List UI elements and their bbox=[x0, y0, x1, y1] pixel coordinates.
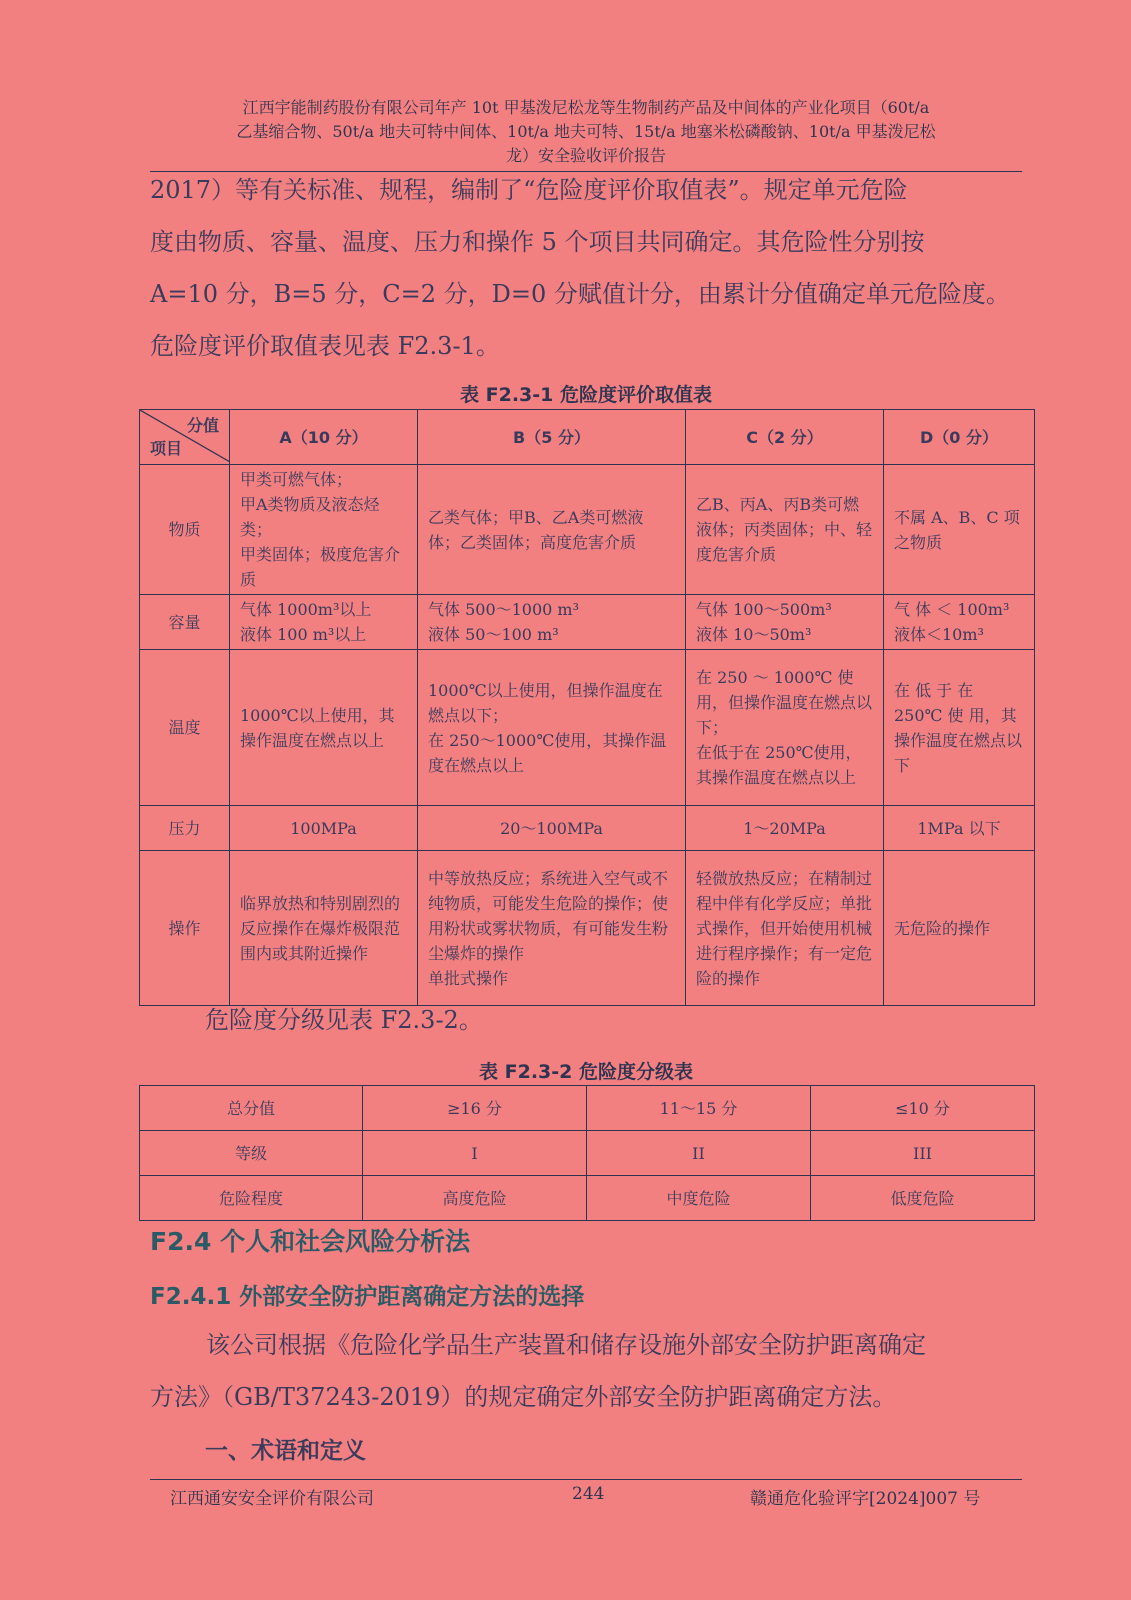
cell-b: 20～100MPa bbox=[418, 806, 686, 851]
section-heading-f2-4: F2.4 个人和社会风险分析法 bbox=[150, 1227, 471, 1256]
table-cell: 危险程度 bbox=[140, 1176, 363, 1221]
cell-c bbox=[686, 465, 884, 595]
intro-line-4: 危险度评价取值表见表 F2.3-1。 bbox=[150, 332, 500, 360]
subsection-heading: 一、术语和定义 bbox=[205, 1438, 366, 1464]
cell-a bbox=[230, 650, 418, 806]
table-row bbox=[140, 595, 1035, 650]
cell-c bbox=[686, 595, 884, 650]
cell-a: 100MPa bbox=[230, 806, 418, 851]
table2-intro: 危险度分级见表 F2.3-2。 bbox=[205, 1006, 483, 1034]
header-d: D（0 分） bbox=[884, 410, 1035, 465]
cell-d bbox=[884, 851, 1035, 1006]
row-label: 压力 bbox=[140, 806, 230, 851]
intro-line-3: A=10 分，B=5 分，C=2 分，D=0 分赋值计分，由累计分值确定单元危险度。 bbox=[150, 280, 1010, 308]
cell-line: 轻微放热反应；在精制过程中伴有化学反应；单批式操作，但开始使用机械进行程序操作；有一定危险的操作 bbox=[696, 868, 873, 988]
table-cell: 11～15 分 bbox=[587, 1086, 811, 1131]
cell-line: 液体 50～100 m³ bbox=[428, 625, 559, 644]
cell-c bbox=[686, 851, 884, 1006]
cell-line: 液体＜10m³ bbox=[894, 625, 984, 644]
table-cell: 中度危险 bbox=[587, 1176, 811, 1221]
corner-bottom-label: 项目 bbox=[150, 439, 183, 458]
section-heading-f2-4-1: F2.4.1 外部安全防护距离确定方法的选择 bbox=[150, 1284, 585, 1310]
cell-line: 1000℃以上使用，但操作温度在燃点以下； bbox=[428, 680, 663, 725]
report-header bbox=[150, 96, 1022, 168]
table-row bbox=[140, 806, 1035, 851]
table1-corner-cell bbox=[140, 410, 230, 465]
cell-line: 1000℃以上使用，其操作温度在燃点以上 bbox=[240, 705, 395, 750]
cell-d: 1MPa 以下 bbox=[884, 806, 1035, 851]
cell-d bbox=[884, 650, 1035, 806]
row-label: 物质 bbox=[140, 465, 230, 595]
row-label: 温度 bbox=[140, 650, 230, 806]
cell-line: 中等放热反应；系统进入空气或不纯物质，可能发生危险的操作；使用粉状或雾状物质，有可能发生粉尘爆炸的操作 bbox=[428, 868, 669, 963]
cell-line: 液体 10～50m³ bbox=[696, 625, 812, 644]
risk-value-table bbox=[139, 409, 1035, 1006]
footer-divider bbox=[150, 1479, 1022, 1480]
table-cell: II bbox=[587, 1131, 811, 1176]
header-line-2: 乙基缩合物、50t/a 地夫可特中间体、10t/a 地夫可特、15t/a 地塞米松磷酸钠、10t/a 甲基泼尼松 bbox=[236, 122, 936, 141]
cell-line: 甲类固体；极度危害介质 bbox=[240, 545, 401, 589]
table-row bbox=[140, 1131, 1035, 1176]
table-cell: I bbox=[363, 1131, 587, 1176]
table2-caption: 表 F2.3-2 危险度分级表 bbox=[479, 1061, 693, 1083]
section-paragraph bbox=[150, 1319, 1022, 1423]
table-row bbox=[140, 1176, 1035, 1221]
cell-line: 临界放热和特别剧烈的反应操作在爆炸极限范围内或其附近操作 bbox=[240, 893, 401, 963]
cell-line: 在低于在 250℃使用，其操作温度在燃点以上 bbox=[696, 743, 862, 787]
cell-line: 气 体 ＜ 100m³ bbox=[894, 600, 1010, 619]
table-row bbox=[140, 465, 1035, 595]
cell-line: 在 250～1000℃使用，其操作温度在燃点以上 bbox=[428, 730, 667, 775]
table-cell: ≥16 分 bbox=[363, 1086, 587, 1131]
header-b: B（5 分） bbox=[418, 410, 686, 465]
cell-line: 甲类可燃气体； bbox=[240, 470, 353, 489]
cell-a bbox=[230, 595, 418, 650]
row-label: 操作 bbox=[140, 851, 230, 1006]
cell-b bbox=[418, 465, 686, 595]
table-cell: 高度危险 bbox=[363, 1176, 587, 1221]
cell-line: 气体 1000m³以上 bbox=[240, 600, 372, 619]
header-a: A（10 分） bbox=[230, 410, 418, 465]
table-cell: 总分值 bbox=[140, 1086, 363, 1131]
section-line-2: 方法》（GB/T37243-2019）的规定确定外部安全防护距离确定方法。 bbox=[150, 1383, 897, 1411]
cell-line: 乙B、丙A、丙B类可燃液体；丙类固体；中、轻度危害介质 bbox=[696, 495, 873, 564]
table-cell: 等级 bbox=[140, 1131, 363, 1176]
cell-d bbox=[884, 465, 1035, 595]
risk-grade-table bbox=[139, 1085, 1035, 1221]
table-cell: ≤10 分 bbox=[811, 1086, 1035, 1131]
cell-c bbox=[686, 650, 884, 806]
footer-page-number: 244 bbox=[572, 1484, 605, 1504]
table-row bbox=[140, 851, 1035, 1006]
row-label: 容量 bbox=[140, 595, 230, 650]
cell-b bbox=[418, 595, 686, 650]
cell-line: 气体 500～1000 m³ bbox=[428, 600, 580, 619]
intro-paragraph bbox=[150, 164, 1022, 372]
cell-c: 1～20MPa bbox=[686, 806, 884, 851]
cell-line: 液体 100 m³以上 bbox=[240, 625, 367, 644]
section-line-1: 该公司根据《危险化学品生产装置和储存设施外部安全防护距离确定 bbox=[206, 1331, 926, 1359]
footer-report-id: 赣通危化验评字[2024]007 号 bbox=[750, 1489, 981, 1509]
cell-line: 不属 A、B、C 项之物质 bbox=[894, 507, 1020, 552]
cell-b bbox=[418, 650, 686, 806]
table1-header-row bbox=[140, 410, 1035, 465]
cell-line: 乙类气体；甲B、乙A类可燃液体；乙类固体；高度危害介质 bbox=[428, 507, 644, 552]
table-row bbox=[140, 1086, 1035, 1131]
cell-d bbox=[884, 595, 1035, 650]
intro-line-2: 度由物质、容量、温度、压力和操作 5 个项目共同确定。其危险性分别按 bbox=[150, 228, 925, 256]
table-row bbox=[140, 650, 1035, 806]
table-cell: III bbox=[811, 1131, 1035, 1176]
cell-line: 单批式操作 bbox=[428, 968, 509, 988]
table1-caption: 表 F2.3-1 危险度评价取值表 bbox=[460, 384, 712, 406]
cell-line: 无危险的操作 bbox=[894, 918, 991, 938]
intro-line-1: 2017）等有关标准、规程，编制了“危险度评价取值表”。规定单元危险 bbox=[150, 176, 908, 204]
header-c: C（2 分） bbox=[686, 410, 884, 465]
table-cell: 低度危险 bbox=[811, 1176, 1035, 1221]
cell-line: 气体 100～500m³ bbox=[696, 600, 832, 619]
corner-top-label: 分值 bbox=[186, 416, 219, 435]
cell-a bbox=[230, 465, 418, 595]
footer-company: 江西通安安全评价有限公司 bbox=[170, 1489, 374, 1509]
cell-a bbox=[230, 851, 418, 1006]
cell-line: 甲A类物质及液态烃类； bbox=[240, 495, 380, 539]
cell-line: 在 低 于 在 250℃ 使 用，其操作温度在燃点以下 bbox=[894, 680, 1023, 775]
header-line-3: 龙）安全验收评价报告 bbox=[505, 146, 666, 165]
header-line-1: 江西宇能制药股份有限公司年产 10t 甲基泼尼松龙等生物制药产品及中间体的产业化项目（60t/a bbox=[242, 98, 930, 117]
cell-b bbox=[418, 851, 686, 1006]
cell-line: 在 250 ～ 1000℃ 使用，但操作温度在燃点以下； bbox=[696, 668, 873, 737]
